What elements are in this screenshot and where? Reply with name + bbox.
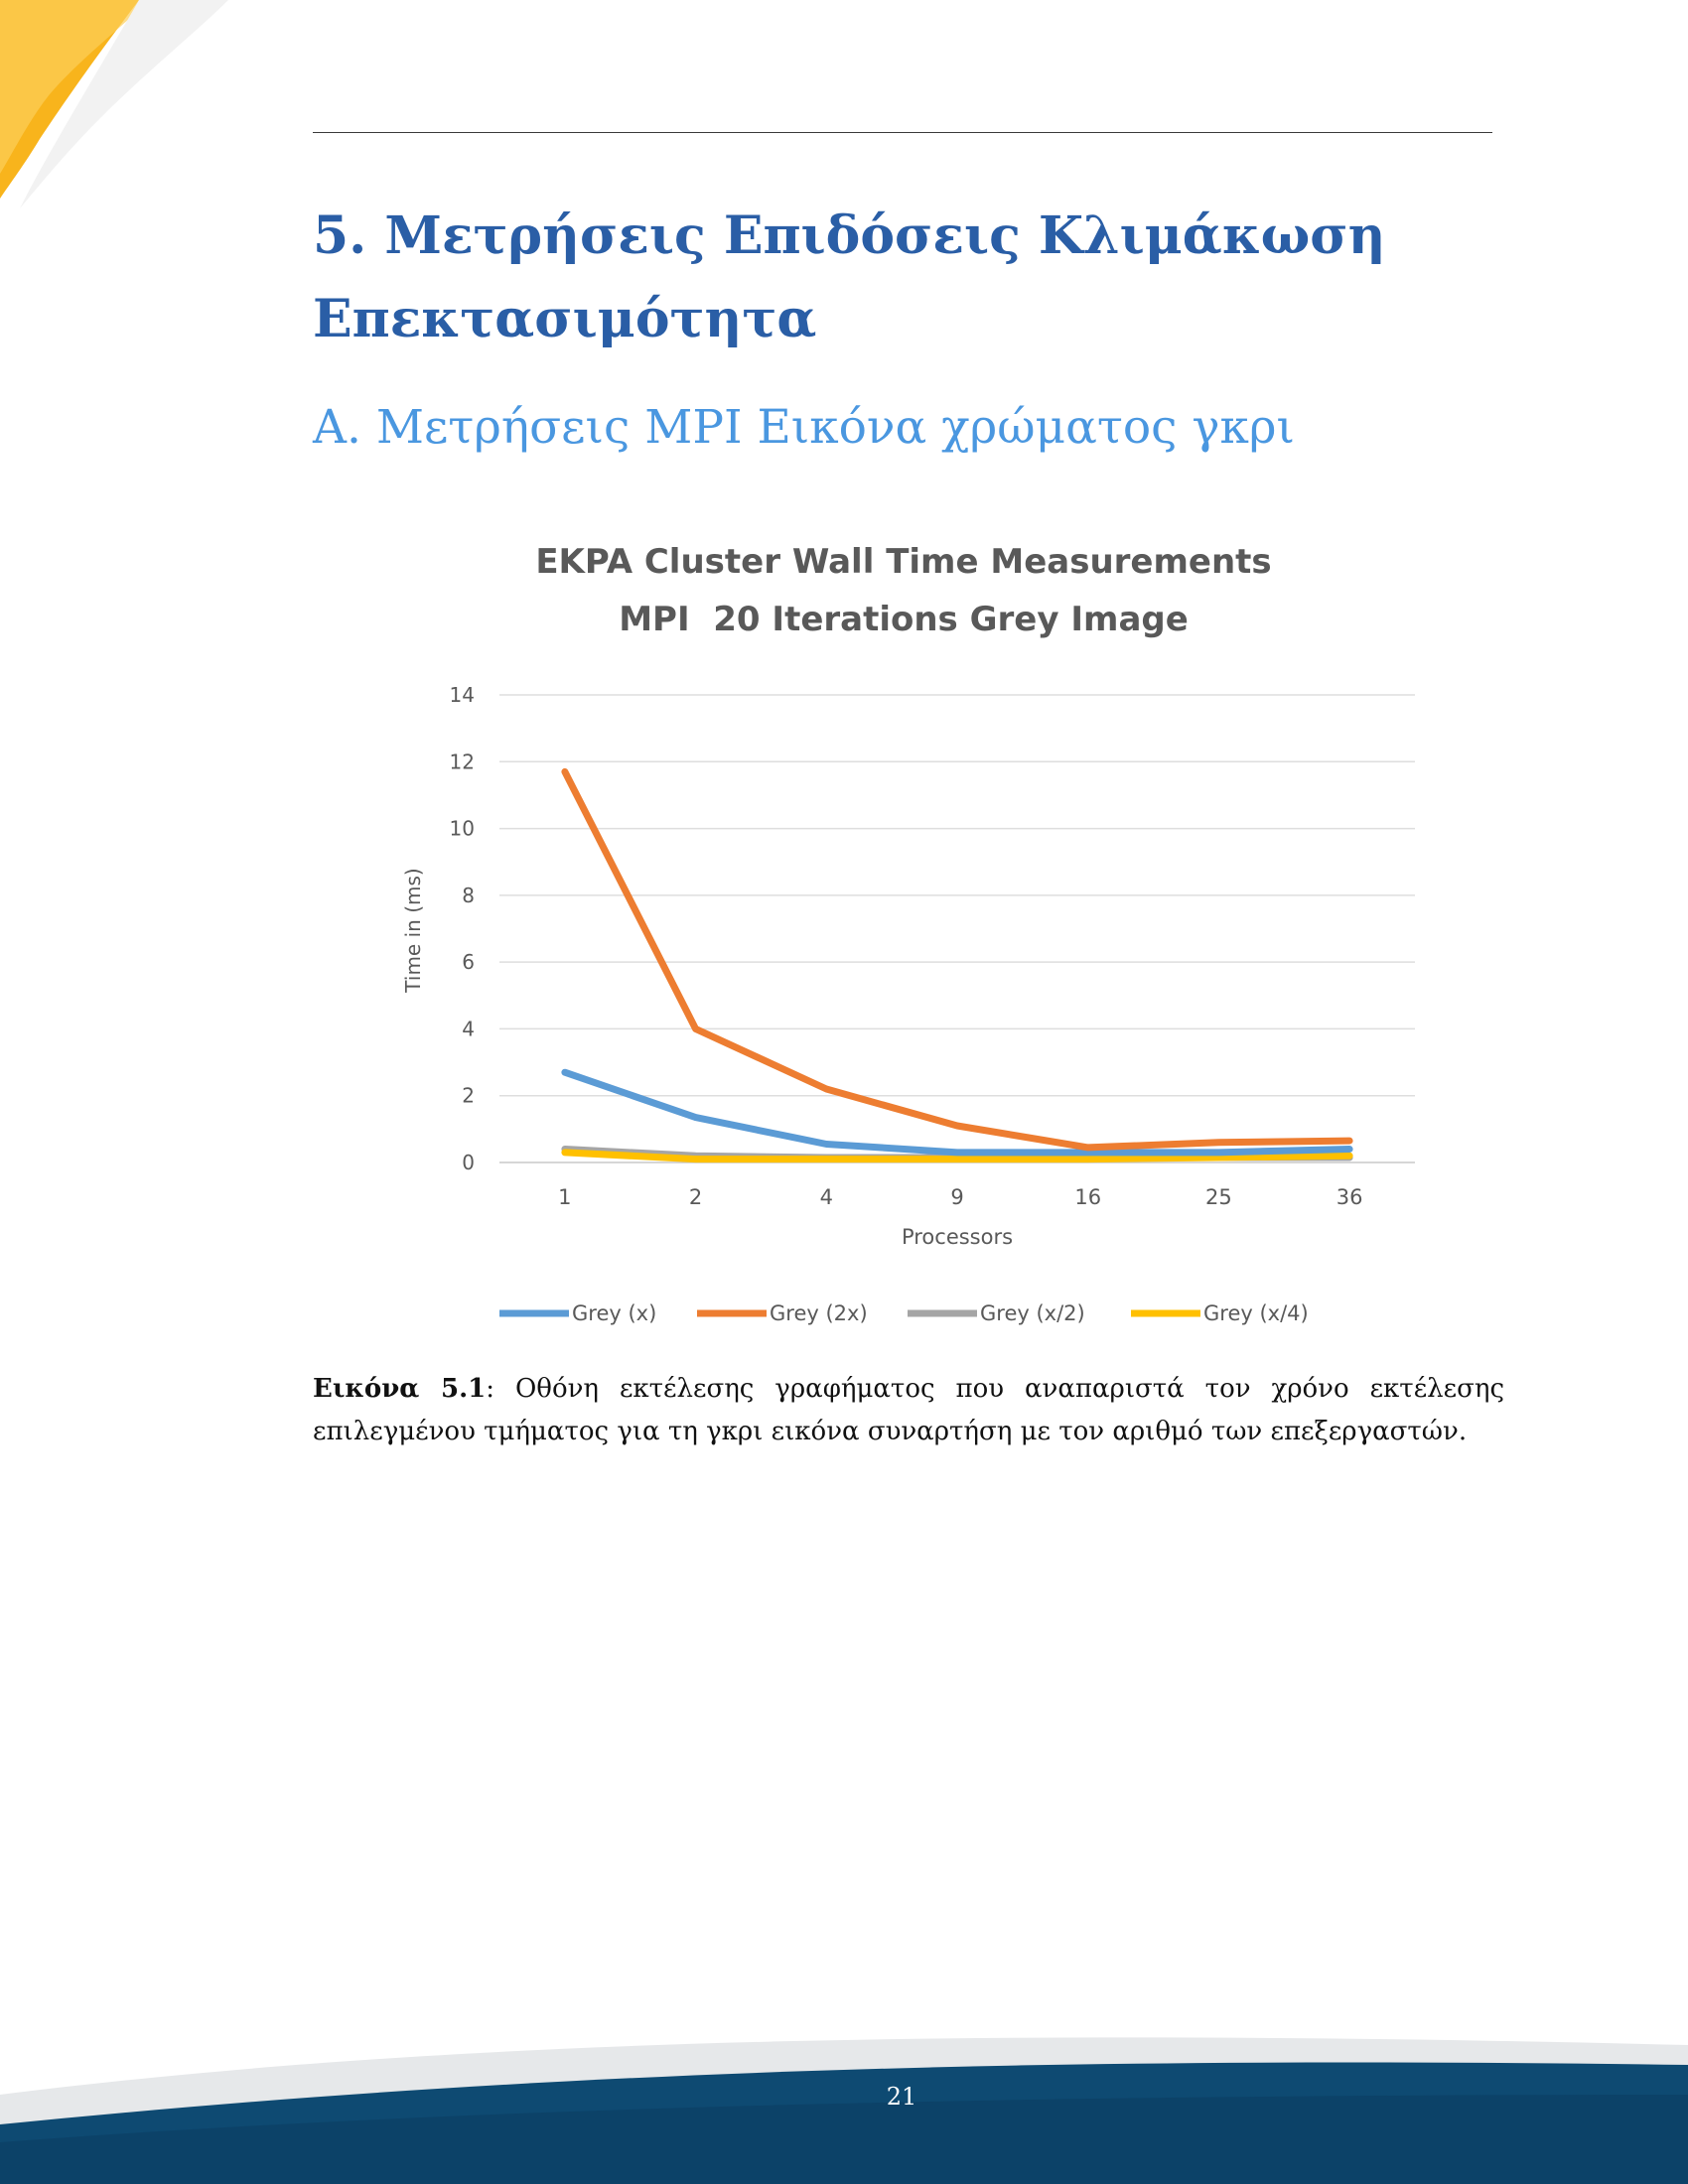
figure-caption xyxy=(313,1368,1504,1453)
y-tick-label: 12 xyxy=(449,750,475,774)
wall-time-chart xyxy=(377,536,1430,1350)
chart-subtitle: MPI 20 Iterations Grey Image xyxy=(619,600,1189,639)
x-axis-ticks xyxy=(558,1185,1362,1209)
y-tick-label: 2 xyxy=(462,1083,475,1108)
page-number: 21 xyxy=(886,2083,917,2111)
y-tick-label: 6 xyxy=(462,950,475,975)
x-axis-label: Processors xyxy=(901,1225,1014,1249)
header-rule xyxy=(313,132,1492,133)
chart-legend xyxy=(499,1301,1309,1325)
chart-gridlines xyxy=(499,695,1415,1162)
chart-series-lines xyxy=(565,771,1349,1159)
chart-title: EKPA Cluster Wall Time Measurements xyxy=(535,542,1272,582)
x-tick-label: 16 xyxy=(1074,1185,1102,1209)
chapter-title: 5. Μετρήσεις Επιδόσεις Κλιμάκωση Επεκτασιμότητα xyxy=(313,205,1386,349)
y-tick-label: 0 xyxy=(462,1151,475,1174)
y-axis-ticks xyxy=(450,683,475,1174)
x-tick-label: 4 xyxy=(819,1185,833,1209)
y-tick-label: 4 xyxy=(462,1017,475,1041)
corner-decoration xyxy=(0,0,258,228)
legend-label: Grey (x/4) xyxy=(1203,1301,1309,1325)
section-title: Α. Μετρήσεις MPI Εικόνα χρώματος γκρι xyxy=(313,400,1295,455)
legend-label: Grey (2x) xyxy=(770,1301,868,1325)
x-tick-label: 25 xyxy=(1205,1185,1232,1209)
y-tick-label: 8 xyxy=(462,883,475,907)
caption-text: : Οθόνη εκτέλεσης γραφήματος που αναπαριστά τον χρόνο εκτέλεσης επιλεγμένου τμήματος για τη γκρι εικόνα συναρτήση με τον αριθμό των επεξεργαστών. xyxy=(313,1374,1505,1446)
x-tick-label: 36 xyxy=(1336,1185,1363,1209)
y-tick-label: 14 xyxy=(449,683,475,707)
x-tick-label: 2 xyxy=(688,1185,703,1209)
x-tick-label: 1 xyxy=(558,1185,572,1209)
legend-label: Grey (x) xyxy=(572,1301,657,1325)
x-tick-label: 9 xyxy=(950,1185,964,1209)
y-tick-label: 10 xyxy=(449,816,475,841)
legend-label: Grey (x/2) xyxy=(980,1301,1085,1325)
caption-label: Εικόνα 5.1 xyxy=(313,1374,487,1404)
y-axis-label: Time in (ms) xyxy=(401,868,425,993)
